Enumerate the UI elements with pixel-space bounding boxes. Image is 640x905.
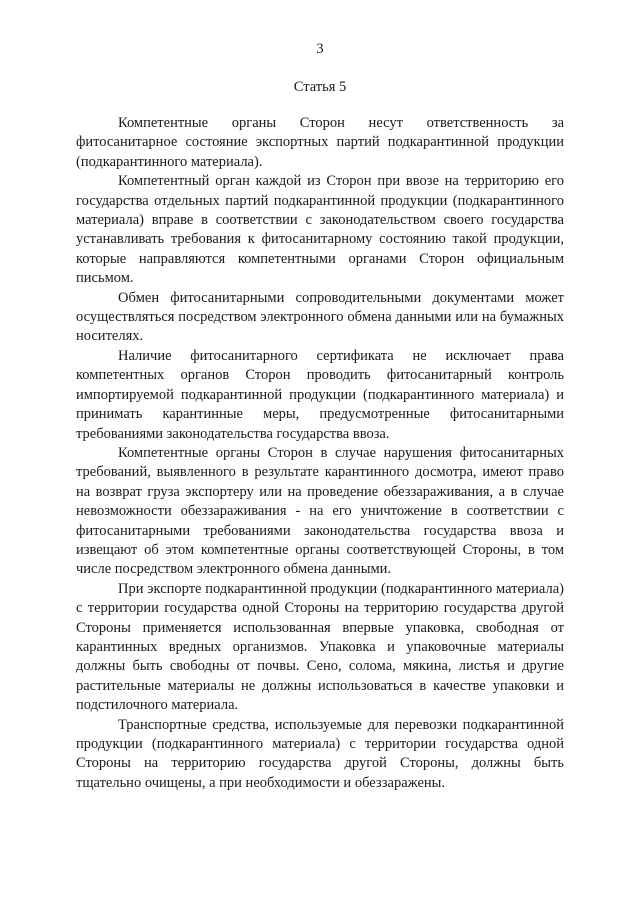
paragraph-1: Компетентные органы Сторон несут ответственность за фитосанитарное состояние экспортных партий подкарантинной продукции (подкарантинного материала).: [76, 115, 564, 170]
paragraph-5: Компетентные органы Сторон в случае нарушения фитосанитарных требований, выявленного в результате карантинного досмотра, имеют право на возврат груза экспортеру или на проведение обеззараживания, а в случае невозможности обеззараживания - на его уничтожение в соответствии с фитосанитарными требованиями законодательства государства ввоза и извещают об этом компетентные органы соответствующей Стороны, в том числе посредством электронного обмена данными.: [76, 444, 564, 578]
paragraph-6: При экспорте подкарантинной продукции (подкарантинного материала) с территории государства одной Стороны на территорию государства другой Стороны применяется использованная впервые упаковка, свободная от карантинных вредных организмов. Упаковка и упаковочные материалы должны быть свободны от почвы. Сено, солома, мякина, листья и другие растительные материалы не должны использоваться в качестве упаковки и подстилочного материала.: [76, 580, 564, 714]
paragraph-2: Компетентный орган каждой из Сторон при ввозе на территорию его государства отдельных партий подкарантинной продукции (подкарантинного материала) вправе в соответствии с законодательством своего государства устанавливать требования к фитосанитарному состоянию такой продукции, которые направляются компетентными органами Сторон официальным письмом.: [76, 173, 564, 287]
paragraph-4: Наличие фитосанитарного сертификата не исключает права компетентных органов Сторон проводить фитосанитарный контроль импортируемой подкарантинной продукции (подкарантинного материала) и принимать карантинные меры, предусмотренные фитосанитарными требованиями законодательства государства ввоза.: [76, 347, 564, 442]
paragraph-7: Транспортные средства, используемые для перевозки подкарантинной продукции (подкарантинного материала) с территории государства одной Стороны на территорию государства другой Стороны, должны быть тщательно очищены, а при необходимости и обеззаражены.: [76, 716, 564, 791]
article-title: Статья 5: [293, 79, 347, 95]
paragraph-3: Обмен фитосанитарными сопроводительными документами может осуществляться посредством электронного обмена данными или на бумажных носителях.: [76, 289, 564, 345]
page-number: 3: [316, 41, 324, 57]
article-body: [76, 114, 564, 793]
